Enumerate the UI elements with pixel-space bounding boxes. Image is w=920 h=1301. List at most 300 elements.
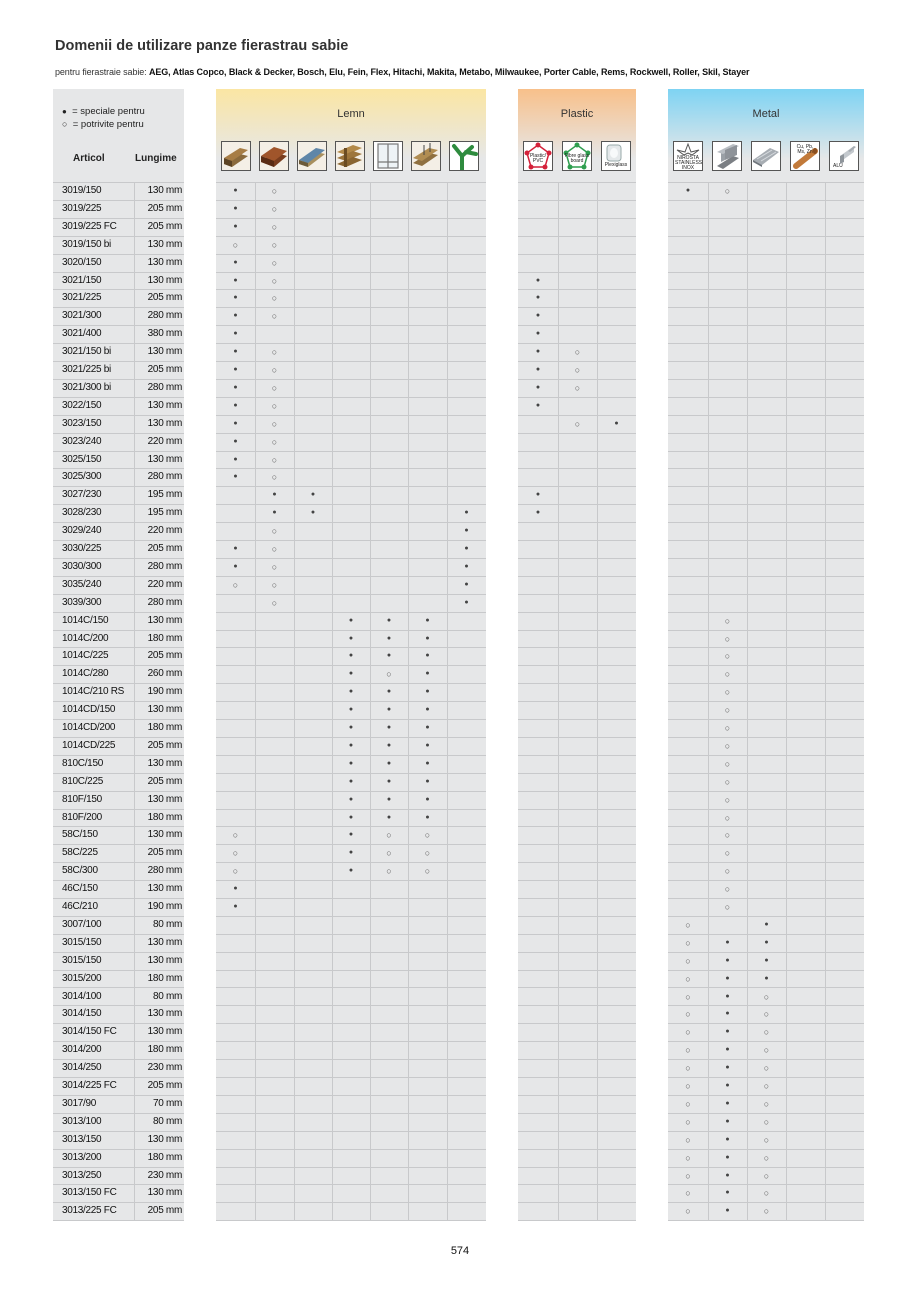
length-cell: 130 mm bbox=[147, 1026, 182, 1038]
grid-hline bbox=[518, 970, 636, 971]
special-mark: ● bbox=[233, 401, 238, 409]
length-cell: 220 mm bbox=[147, 578, 182, 590]
special-mark: ● bbox=[464, 509, 469, 517]
grid-hline bbox=[518, 844, 636, 845]
grid-hline bbox=[216, 898, 486, 899]
laminate-icon bbox=[297, 141, 327, 171]
article-cell: 3021/400 bbox=[62, 328, 102, 340]
grid-hline bbox=[518, 1023, 636, 1024]
length-cell: 180 mm bbox=[147, 632, 182, 644]
length-cell: 130 mm bbox=[147, 256, 182, 268]
grid-hline bbox=[518, 540, 636, 541]
length-cell: 205 mm bbox=[147, 739, 182, 751]
special-mark: ● bbox=[464, 598, 469, 606]
article-cell: 3014/225 FC bbox=[62, 1080, 117, 1091]
grid-hline bbox=[518, 934, 636, 935]
grid-hline bbox=[216, 987, 486, 988]
special-mark: ● bbox=[764, 938, 769, 946]
wood-nails-icon bbox=[411, 141, 441, 171]
grid-hline bbox=[518, 1005, 636, 1006]
grid-hline bbox=[518, 1041, 636, 1042]
copper-pipe-icon bbox=[790, 141, 820, 171]
article-cell: 3007/100 bbox=[62, 918, 102, 930]
article-cell: 3035/240 bbox=[62, 578, 102, 590]
grid-hline bbox=[518, 630, 636, 631]
compatible-saws-line bbox=[55, 67, 749, 77]
suitable-mark: ○ bbox=[763, 1063, 770, 1074]
suitable-mark: ○ bbox=[763, 1098, 770, 1109]
special-mark: ● bbox=[348, 741, 354, 749]
grid-hline bbox=[518, 1077, 636, 1078]
special-mark: ● bbox=[725, 1010, 730, 1018]
length-cell: 230 mm bbox=[147, 1062, 182, 1074]
article-cell: 3015/150 bbox=[62, 936, 102, 948]
special-mark: ● bbox=[685, 187, 691, 194]
length-cell: 80 mm bbox=[152, 990, 182, 1002]
length-cell: 180 mm bbox=[147, 1151, 182, 1163]
length-cell: 130 mm bbox=[147, 417, 182, 429]
special-mark: ● bbox=[425, 616, 430, 624]
length-cell: 130 mm bbox=[147, 614, 182, 626]
suitable-mark: ○ bbox=[424, 830, 431, 841]
suitable-mark: ○ bbox=[724, 740, 731, 751]
special-mark: ● bbox=[233, 455, 238, 463]
special-mark: ● bbox=[233, 366, 238, 373]
sheet-metal-icon bbox=[751, 141, 781, 171]
grid-hline bbox=[518, 647, 636, 648]
special-mark: ● bbox=[233, 885, 238, 893]
grid-hline bbox=[668, 612, 864, 613]
length-cell: 130 mm bbox=[147, 274, 182, 286]
grid-hline bbox=[668, 880, 864, 881]
page-title: Domenii de utilizare panze fierastrau sabie bbox=[55, 38, 349, 54]
grid-hline bbox=[216, 1184, 486, 1185]
grid-hline bbox=[518, 1167, 636, 1168]
fiber-icon-label: Fibre glass board bbox=[564, 153, 590, 164]
grid-hline bbox=[668, 862, 864, 863]
suitable-mark: ○ bbox=[386, 848, 392, 859]
special-mark: ● bbox=[386, 616, 392, 624]
article-cell: 3021/225 bbox=[62, 292, 102, 304]
special-mark: ● bbox=[348, 724, 354, 731]
special-mark: ● bbox=[535, 491, 541, 499]
special-mark: ● bbox=[725, 992, 730, 1000]
grid-hline bbox=[518, 254, 636, 255]
article-cell: 3021/300 bi bbox=[62, 381, 111, 393]
suitable-mark: ○ bbox=[685, 1152, 691, 1163]
suitable-mark: ○ bbox=[271, 436, 278, 447]
grid-hline bbox=[216, 952, 486, 953]
length-cell: 280 mm bbox=[147, 560, 182, 572]
special-mark: ● bbox=[386, 759, 392, 767]
special-mark: ● bbox=[535, 312, 541, 320]
legend-full bbox=[62, 106, 145, 118]
length-cell: 260 mm bbox=[147, 668, 182, 680]
special-mark: ● bbox=[348, 795, 354, 803]
suitable-mark: ○ bbox=[763, 1045, 770, 1056]
suitable-mark: ○ bbox=[271, 347, 278, 358]
article-cell: 3014/150 FC bbox=[62, 1026, 117, 1038]
grid-hline bbox=[518, 468, 636, 469]
article-cell: 3027/230 bbox=[62, 489, 102, 501]
suitable-mark: ○ bbox=[232, 579, 239, 590]
suitable-mark: ○ bbox=[271, 203, 278, 214]
grid-hline bbox=[668, 486, 864, 487]
grid-hline bbox=[668, 218, 864, 219]
length-cell: 205 mm bbox=[147, 847, 182, 859]
suitable-mark: ○ bbox=[685, 1188, 691, 1199]
grid-hline bbox=[518, 773, 636, 774]
length-cell: 70 mm bbox=[152, 1097, 182, 1109]
article-cell: 3014/200 bbox=[62, 1044, 102, 1056]
suitable-mark: ○ bbox=[271, 239, 278, 250]
group-label-plastic: Plastic bbox=[560, 108, 594, 120]
stainless-icon-label-3: INOX bbox=[681, 165, 695, 171]
length-cell: 280 mm bbox=[147, 865, 182, 877]
length-cell: 205 mm bbox=[147, 543, 182, 554]
suitable-mark: ○ bbox=[271, 186, 278, 196]
suitable-mark: ○ bbox=[271, 365, 278, 375]
suitable-mark: ○ bbox=[271, 311, 278, 322]
special-mark: ● bbox=[725, 938, 730, 946]
suitable-mark: ○ bbox=[232, 848, 239, 859]
special-mark: ● bbox=[725, 1046, 730, 1054]
special-mark: ● bbox=[348, 706, 354, 714]
grid-hline bbox=[216, 970, 486, 971]
grid-hline bbox=[518, 1202, 636, 1203]
grid-hline bbox=[518, 236, 636, 237]
suitable-mark: ○ bbox=[724, 186, 731, 196]
fiber-composite-icon bbox=[562, 141, 592, 171]
suitable-mark: ○ bbox=[424, 848, 431, 859]
length-cell: 220 mm bbox=[147, 435, 182, 447]
length-cell: 130 mm bbox=[147, 936, 182, 948]
suitable-mark: ○ bbox=[574, 382, 581, 393]
grid-hline bbox=[668, 379, 864, 380]
subtitle-prefix: pentru fierastraie sabie: bbox=[55, 67, 149, 77]
article-cell: 3019/225 FC bbox=[62, 220, 117, 232]
grid-hline bbox=[668, 540, 864, 541]
article-cell: 3013/100 bbox=[62, 1115, 102, 1127]
grid-hline bbox=[668, 826, 864, 827]
article-cell: 3015/150 bbox=[62, 954, 102, 966]
grid-hline bbox=[668, 468, 864, 469]
grid-hline bbox=[518, 200, 636, 201]
suitable-mark: ○ bbox=[685, 919, 691, 930]
grid-hline bbox=[668, 773, 864, 774]
article-cell: 1014C/225 bbox=[62, 650, 109, 662]
article-cell: 3021/300 bbox=[62, 310, 102, 322]
suitable-mark: ○ bbox=[232, 239, 239, 250]
grid-hline bbox=[216, 1149, 486, 1150]
grid-hline bbox=[518, 218, 636, 219]
grid-hline bbox=[668, 325, 864, 326]
special-mark: ● bbox=[425, 795, 430, 803]
grid-hline bbox=[216, 1023, 486, 1024]
article-cell: 1014C/200 bbox=[62, 632, 109, 644]
suitable-mark: ○ bbox=[763, 1081, 770, 1091]
suitable-mark: ○ bbox=[271, 418, 278, 429]
special-mark: ● bbox=[764, 974, 769, 982]
length-cell: 80 mm bbox=[152, 1115, 182, 1127]
special-mark: ● bbox=[725, 1135, 730, 1143]
grid-hline bbox=[216, 1059, 486, 1060]
special-mark: ● bbox=[386, 688, 392, 696]
length-cell: 230 mm bbox=[147, 1169, 182, 1181]
special-mark: ● bbox=[614, 419, 619, 427]
special-mark: ● bbox=[425, 688, 430, 696]
special-mark: ● bbox=[725, 956, 730, 964]
grid-hline bbox=[668, 254, 864, 255]
length-cell: 280 mm bbox=[147, 310, 182, 322]
special-mark: ● bbox=[386, 724, 392, 731]
special-mark: ● bbox=[348, 759, 354, 767]
special-mark: ● bbox=[425, 670, 430, 678]
group-label-metal: Metal bbox=[752, 108, 780, 120]
suitable-mark: ○ bbox=[685, 937, 691, 948]
legend-empty-label: = potrivite pentru bbox=[72, 119, 144, 130]
stainless-icon-label-2: STAINLESS bbox=[675, 160, 703, 166]
article-cell: 3019/150 bbox=[62, 185, 102, 196]
special-mark: ● bbox=[725, 1117, 730, 1125]
suitable-mark: ○ bbox=[763, 1116, 770, 1127]
suitable-mark: ○ bbox=[386, 830, 392, 841]
legend bbox=[62, 106, 145, 131]
brand-list: AEG, Atlas Copco, Black & Decker, Bosch, Elu, Fein, Flex, Hitachi, Makita, Metabo, Milwaukee, Porter Cable, Rems, Rockwell, Roller, Skil, Stayer bbox=[148, 67, 750, 77]
special-mark: ● bbox=[425, 706, 430, 714]
green-branch-icon bbox=[449, 141, 479, 171]
special-mark: ● bbox=[464, 580, 469, 588]
special-mark: ● bbox=[348, 831, 354, 839]
grid-hline bbox=[518, 880, 636, 881]
grid-hline bbox=[518, 916, 636, 917]
special-mark: ● bbox=[725, 1207, 730, 1215]
aluminium-profile-icon bbox=[829, 141, 859, 171]
suitable-mark: ○ bbox=[232, 830, 239, 841]
special-mark: ● bbox=[386, 706, 392, 714]
empty-circle-icon: ○ bbox=[62, 119, 68, 129]
length-cell: 130 mm bbox=[147, 185, 182, 196]
copper-icon-label: Cu, Pb, Ms, Zn bbox=[796, 144, 814, 155]
suitable-mark: ○ bbox=[574, 418, 581, 429]
length-cell: 280 mm bbox=[147, 381, 182, 393]
grid-hline bbox=[518, 862, 636, 863]
grid-hline bbox=[668, 272, 864, 273]
suitable-mark: ○ bbox=[724, 794, 731, 805]
article-cell: 3020/150 bbox=[62, 256, 102, 268]
grid-hline bbox=[668, 755, 864, 756]
article-cell: 46C/150 bbox=[62, 883, 98, 895]
length-cell: 220 mm bbox=[147, 525, 182, 537]
plexiglass-icon-label: Plexiglass bbox=[604, 162, 628, 168]
suitable-mark: ○ bbox=[271, 472, 278, 483]
special-mark: ● bbox=[233, 187, 238, 194]
article-cell: 3030/300 bbox=[62, 560, 102, 572]
special-mark: ● bbox=[348, 867, 354, 875]
suitable-mark: ○ bbox=[763, 1009, 770, 1020]
special-mark: ● bbox=[535, 401, 541, 409]
length-cell: 180 mm bbox=[147, 722, 182, 733]
suitable-mark: ○ bbox=[763, 1152, 770, 1163]
suitable-mark: ○ bbox=[271, 561, 278, 572]
full-dot-icon: ● bbox=[62, 107, 67, 116]
article-cell: 1014C/210 RS bbox=[62, 686, 125, 698]
article-cell: 58C/150 bbox=[62, 829, 98, 841]
grid-hline bbox=[518, 612, 636, 613]
article-cell: 3030/225 bbox=[62, 543, 102, 554]
grid-hline bbox=[668, 791, 864, 792]
special-mark: ● bbox=[233, 312, 238, 320]
length-cell: 180 mm bbox=[147, 972, 182, 984]
special-mark: ● bbox=[425, 652, 430, 660]
suitable-mark: ○ bbox=[724, 633, 731, 644]
special-mark: ● bbox=[272, 509, 277, 517]
wood-plank-icon bbox=[259, 141, 289, 171]
grid-hline bbox=[668, 844, 864, 845]
special-mark: ● bbox=[233, 383, 238, 391]
grid-hline bbox=[216, 1202, 486, 1203]
special-mark: ● bbox=[425, 724, 430, 731]
suitable-mark: ○ bbox=[724, 615, 731, 626]
length-cell: 205 mm bbox=[147, 202, 182, 214]
length-cell: 190 mm bbox=[147, 686, 182, 698]
grid-hline bbox=[216, 1005, 486, 1006]
special-mark: ● bbox=[233, 348, 238, 356]
length-cell: 80 mm bbox=[152, 918, 182, 930]
length-cell: 130 mm bbox=[147, 793, 182, 805]
special-mark: ● bbox=[233, 562, 238, 570]
grid-hline bbox=[518, 737, 636, 738]
grid-hline bbox=[668, 630, 864, 631]
plexiglass-icon bbox=[601, 141, 631, 171]
special-mark: ● bbox=[233, 419, 238, 427]
grid-hline bbox=[668, 361, 864, 362]
suitable-mark: ○ bbox=[685, 1081, 691, 1091]
suitable-mark: ○ bbox=[685, 1116, 691, 1127]
grid-hline bbox=[668, 719, 864, 720]
suitable-mark: ○ bbox=[685, 1134, 691, 1145]
grid-hline bbox=[668, 594, 864, 595]
special-mark: ● bbox=[310, 491, 316, 499]
article-cell: 3029/240 bbox=[62, 525, 102, 537]
suitable-mark: ○ bbox=[685, 955, 691, 966]
article-cell: 1014C/280 bbox=[62, 668, 109, 680]
special-mark: ● bbox=[464, 562, 469, 570]
suitable-mark: ○ bbox=[724, 776, 731, 787]
grid-hline bbox=[518, 1220, 636, 1221]
article-cell: 3013/200 bbox=[62, 1151, 102, 1163]
plastic-pvc-icon bbox=[523, 141, 553, 171]
suitable-mark: ○ bbox=[724, 830, 731, 841]
suitable-mark: ○ bbox=[685, 1098, 691, 1109]
length-cell: 180 mm bbox=[147, 811, 182, 823]
special-mark: ● bbox=[348, 616, 354, 624]
suitable-mark: ○ bbox=[724, 651, 731, 662]
grid-hline bbox=[668, 522, 864, 523]
grid-hline bbox=[668, 504, 864, 505]
article-cell: 810F/150 bbox=[62, 793, 102, 805]
special-mark: ● bbox=[725, 974, 730, 982]
grid-hline bbox=[518, 809, 636, 810]
length-cell: 130 mm bbox=[147, 883, 182, 895]
special-mark: ● bbox=[348, 813, 354, 821]
suitable-mark: ○ bbox=[685, 1063, 691, 1074]
length-cell: 130 mm bbox=[147, 1008, 182, 1020]
grid-hline bbox=[668, 647, 864, 648]
article-cell: 58C/225 bbox=[62, 847, 98, 859]
article-cell: 58C/300 bbox=[62, 865, 98, 877]
grid-hline bbox=[518, 1113, 636, 1114]
grid-hline bbox=[518, 1149, 636, 1150]
article-cell: 3021/150 bbox=[62, 274, 102, 286]
grid-hline bbox=[668, 415, 864, 416]
article-cell: 3039/300 bbox=[62, 596, 102, 608]
grid-hline bbox=[216, 1220, 486, 1221]
special-mark: ● bbox=[464, 527, 469, 535]
grid-hline bbox=[668, 701, 864, 702]
grid-hline bbox=[668, 809, 864, 810]
special-mark: ● bbox=[233, 473, 238, 481]
length-cell: 130 mm bbox=[147, 1133, 182, 1145]
grid-hline bbox=[216, 1095, 486, 1096]
grid-hline bbox=[518, 755, 636, 756]
suitable-mark: ○ bbox=[724, 758, 731, 769]
suitable-mark: ○ bbox=[763, 1206, 770, 1217]
suitable-mark: ○ bbox=[763, 1170, 770, 1181]
article-cell: 3025/150 bbox=[62, 453, 102, 465]
special-mark: ● bbox=[386, 634, 392, 642]
grid-hline bbox=[518, 594, 636, 595]
grid-hline bbox=[216, 934, 486, 935]
special-mark: ● bbox=[425, 813, 430, 821]
grid-hline bbox=[518, 451, 636, 452]
grid-hline bbox=[668, 683, 864, 684]
special-mark: ● bbox=[386, 813, 392, 821]
suitable-mark: ○ bbox=[763, 1188, 770, 1199]
suitable-mark: ○ bbox=[271, 382, 278, 393]
length-cell: 195 mm bbox=[147, 489, 182, 501]
article-cell: 1014C/150 bbox=[62, 614, 109, 626]
special-mark: ● bbox=[386, 741, 392, 749]
special-mark: ● bbox=[425, 777, 430, 785]
grid-hline bbox=[518, 826, 636, 827]
special-mark: ● bbox=[425, 634, 430, 642]
grid-hline bbox=[668, 343, 864, 344]
plastic-group-bg bbox=[518, 89, 636, 1221]
special-mark: ● bbox=[386, 777, 392, 785]
article-cell: 3014/100 bbox=[62, 990, 102, 1002]
suitable-mark: ○ bbox=[685, 1027, 691, 1038]
suitable-mark: ○ bbox=[271, 597, 278, 608]
grid-hline bbox=[668, 576, 864, 577]
length-cell: 130 mm bbox=[147, 453, 182, 465]
grid-hline bbox=[216, 1167, 486, 1168]
article-cell: 3019/150 bi bbox=[62, 238, 111, 250]
grid-hline bbox=[518, 182, 636, 183]
grid-hline bbox=[518, 683, 636, 684]
suitable-mark: ○ bbox=[724, 669, 731, 680]
suitable-mark: ○ bbox=[685, 973, 691, 984]
special-mark: ● bbox=[348, 777, 354, 785]
suitable-mark: ○ bbox=[386, 669, 392, 680]
page-number: 574 bbox=[450, 1245, 470, 1257]
legend-full-label: = speciale pentru bbox=[72, 106, 145, 117]
special-mark: ● bbox=[233, 294, 238, 302]
suitable-mark: ○ bbox=[271, 454, 278, 465]
suitable-mark: ○ bbox=[271, 544, 278, 554]
grid-hline bbox=[518, 719, 636, 720]
suitable-mark: ○ bbox=[574, 365, 581, 375]
